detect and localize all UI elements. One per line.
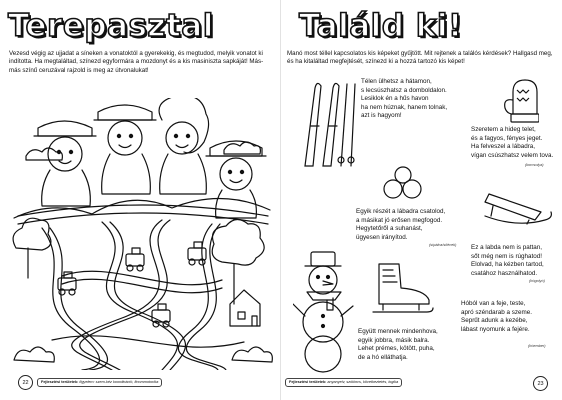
ice-skate-illustration <box>369 260 435 316</box>
mitten-illustration <box>503 78 539 126</box>
development-areas-text: anyanyelv, szókincs, következtetés, logika <box>327 380 399 384</box>
right-page <box>281 0 562 400</box>
train-maze-illustration <box>12 98 274 370</box>
riddle-5-text: Együtt mennek mindenhova, egyik jobbra, másik balra. Lehet prémes, kötött, puha, de a hó elláthatja. <box>358 328 438 361</box>
left-page-instructions: Vezesd végig az ujjadat a síneken a vonatoktól a gyerekekig, és megtudod, melyik vonatot ki indította. Ha megtaláltad, színezd egyformára a mozdonyt és a kis masiniszta sapkáját! Más-más színű ceruzával rajzold is meg az útvonalukat! <box>9 50 264 74</box>
riddle-3-answer: (sípálca/sílécek) <box>429 243 457 247</box>
development-areas-label: Fejlesztési területek: <box>41 380 79 384</box>
sled-illustration <box>483 186 553 226</box>
development-areas-text: figyelem: szem-kéz koordináció, finommotorika <box>79 380 159 384</box>
riddle-2-answer: (korcsolya) <box>525 163 544 167</box>
skis-illustration <box>291 80 365 170</box>
riddle-3-text: Egyik részét a lábadra csatolod, a másikat jó erősen megfogod. Hegytetőről a suhanást, ügyesen irányítod. <box>356 208 446 241</box>
page-number: 22 <box>18 375 33 390</box>
riddle-2-text: Szeretem a hideg telet, és a fagyos, fényes jeget. Ha felveszel a lábadra, vígan csúszhatsz velem tova. <box>471 126 554 159</box>
development-areas-label: Fejlesztési területek: <box>289 380 327 384</box>
riddle-1-text: Télen ülhetsz a hátamon, s lecsúszhatsz a domboldalon. Lesiklok én a hűs havon ha nem húznak, hanem tolnak, azt is hagyom! <box>361 78 448 119</box>
riddle-4-answer: (hógolyó) <box>529 279 545 283</box>
right-page-title: Találd ki! <box>299 8 463 44</box>
snowballs-illustration <box>381 165 425 201</box>
development-areas-tag <box>285 378 402 387</box>
left-page-footer <box>18 376 162 389</box>
riddle-4-text: Ez a labda nem is pattan, sőt még nem is rúghatod! Elolvad, ha kézben tartod, csatához használhatod. <box>471 244 544 277</box>
right-page-instructions: Manó most téllel kapcsolatos kis képeket gyűjtött. Mit rejtenek a találós kérdések? Hallgasd meg, és ha kitaláltad megfejtését, színezd ki a hozzá tartozó kis képet! <box>287 50 553 66</box>
development-areas-tag <box>37 378 162 387</box>
page-number: 23 <box>533 376 548 391</box>
snowman-illustration <box>293 250 357 374</box>
right-page-footer <box>285 376 402 389</box>
left-page-title: Terepasztal <box>8 8 214 44</box>
riddle-6-text: Hóból van a feje, teste, apró széndarab a szeme. Seprűt adunk a kezébe, lábast nyomunk a fejére. <box>461 300 533 333</box>
riddle-6-answer: (hóember) <box>528 344 546 348</box>
